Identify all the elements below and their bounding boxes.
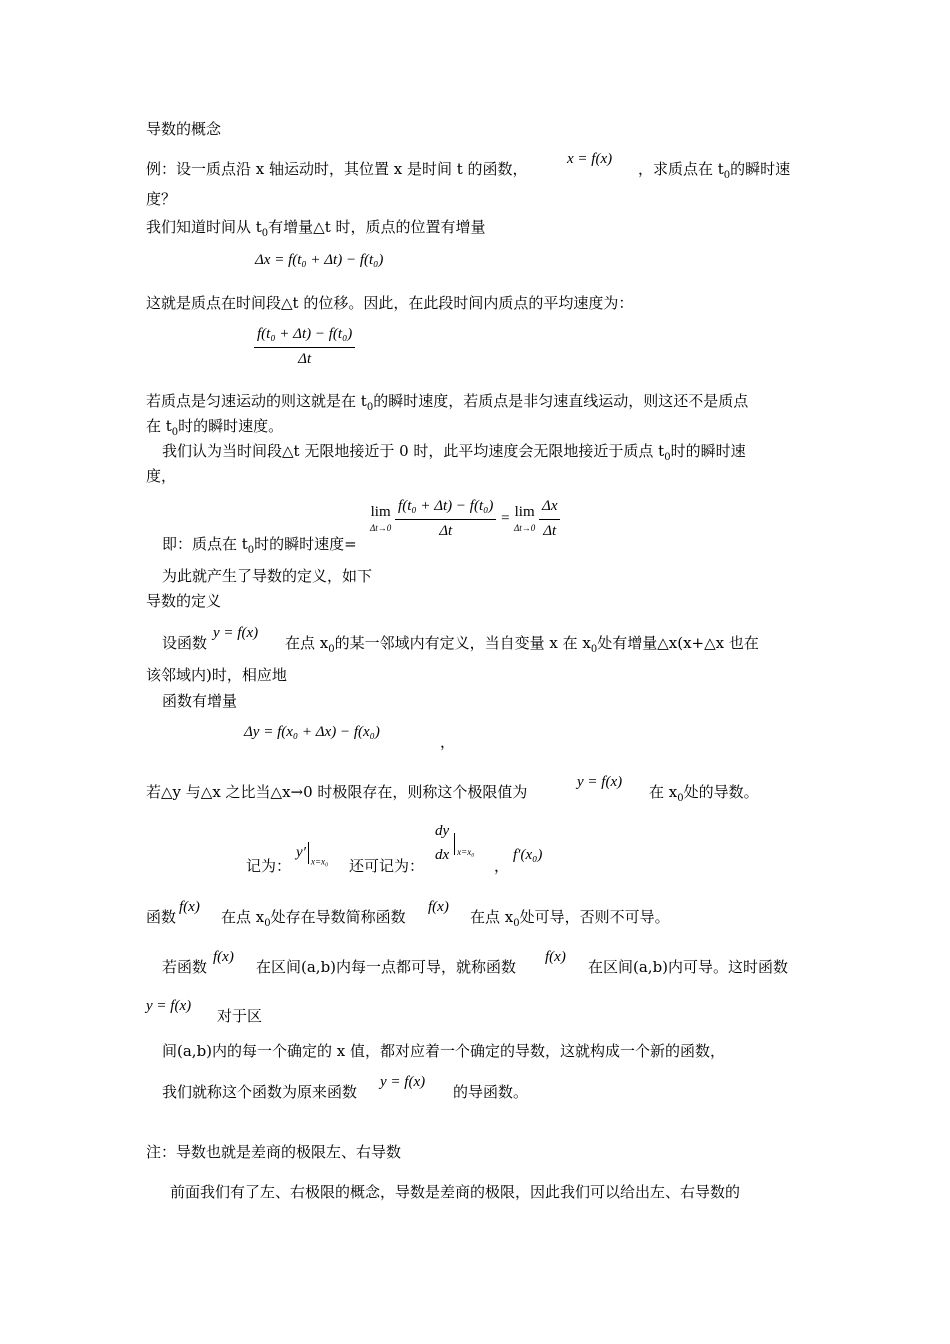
denominator: Δt xyxy=(543,522,557,539)
formula-delta-x: Δx = f(t₀ + Δt) − f(t₀) xyxy=(255,252,384,268)
formula-fx: f(x) xyxy=(213,949,234,965)
def-line-7b: 在区间(a,b)内每一点都可导，就称函数 xyxy=(256,958,517,976)
example-line-1 xyxy=(146,160,528,180)
lim-word: lim xyxy=(514,504,535,521)
text: 若质点是匀速运动的则这就是在 t xyxy=(146,392,367,410)
section-heading: 导数的定义 xyxy=(146,592,222,610)
def-line-4 xyxy=(146,783,527,803)
comma: ， xyxy=(440,733,456,751)
subscript: 0 xyxy=(366,402,374,413)
example-line-8: 度， xyxy=(146,467,177,485)
subscript: 0 xyxy=(677,793,684,804)
subscript: 0 xyxy=(723,170,731,181)
formula-average-velocity xyxy=(254,325,355,369)
equals: = xyxy=(500,510,511,527)
example-line-10: 为此就产生了导数的定义，如下 xyxy=(162,567,373,585)
subscript: 0 xyxy=(247,545,255,556)
formula-y-fx: y = f(x) xyxy=(380,1074,426,1090)
text: 例：设一质点沿 x 轴运动时，其位置 x 是时间 t 的函数， xyxy=(146,160,528,178)
fraction xyxy=(395,497,496,541)
fraction xyxy=(432,822,452,865)
text: 时的瞬时速度。 xyxy=(178,417,284,435)
comma: ， xyxy=(494,857,510,875)
def-line-10: 我们就称这个函数为原来函数 xyxy=(162,1083,358,1101)
note-line: 前面我们有了左、右极限的概念，导数是差商的极限，因此我们可以给出左、右导数的 xyxy=(170,1183,741,1201)
y-prime: y′ xyxy=(296,844,306,861)
formula-x-fx: x = f(x) xyxy=(567,151,613,167)
evaluation-subscript: x=x₀ xyxy=(457,846,475,857)
denominator: Δt xyxy=(298,350,312,367)
formula-fx: f(x) xyxy=(428,899,449,915)
def-line-5: 记为： xyxy=(246,857,292,875)
text: 在点 x xyxy=(221,908,265,926)
formula-y-fx: y = f(x) xyxy=(577,774,623,790)
example-line-6 xyxy=(146,417,283,439)
text: 处的导数。 xyxy=(683,783,759,801)
text: 处可导，否则不可导。 xyxy=(519,908,670,926)
numerator: f(t₀ + Δt) − f(t₀) xyxy=(395,497,496,520)
lim-operator xyxy=(514,503,535,534)
text: 有增量△t 时，质点的位置有增量 xyxy=(268,218,486,236)
note-heading: 注：导数也就是差商的极限左、右导数 xyxy=(146,1143,402,1161)
text: 在点 x xyxy=(470,908,514,926)
text: 即：质点在 t xyxy=(162,535,248,553)
page-title: 导数的概念 xyxy=(146,120,222,138)
text: 我们认为当时间段△t 无限地接近于 0 时，此平均速度会无限地接近于质点 t xyxy=(162,442,665,460)
def-line-2: 该邻域内)时，相应地 xyxy=(146,666,287,684)
lim-operator xyxy=(370,503,391,534)
def-line-1b xyxy=(285,634,759,656)
fraction xyxy=(254,325,355,369)
text: ，求质点在 t xyxy=(638,160,724,178)
text: 在 t xyxy=(146,417,172,435)
formula-y-prime xyxy=(296,842,328,868)
fraction xyxy=(539,497,560,541)
def-line-7c: 在区间(a,b)内可导。这时函数 xyxy=(588,958,789,976)
text: 的某一邻域内有定义，当自变量 x 在 x xyxy=(334,634,591,652)
formula-y-fx: y = f(x) xyxy=(213,625,259,641)
formula-y-fx: y = f(x) xyxy=(146,998,192,1014)
example-line-2: 度？ xyxy=(146,190,177,208)
formula-fx: f(x) xyxy=(179,899,200,915)
def-line-9: 间(a,b)内的每一个确定的 x 值，都对应着一个确定的导数，这就构成一个新的函数， xyxy=(162,1042,726,1060)
subscript: 0 xyxy=(664,452,671,463)
evaluation-subscript: x=x₀ xyxy=(310,856,329,867)
formula-fx: f(x) xyxy=(545,949,566,965)
text: 处存在导数简称函数 xyxy=(270,908,406,926)
def-line-7: 若函数 xyxy=(162,958,208,976)
text: 在 x xyxy=(649,783,678,801)
subscript: 0 xyxy=(513,918,520,929)
denominator: Δt xyxy=(439,522,453,539)
subscript: 0 xyxy=(261,228,269,239)
text: 我们知道时间从 t xyxy=(146,218,262,236)
lim-word: lim xyxy=(370,504,391,521)
evaluation-bar xyxy=(454,833,455,855)
subscript: 0 xyxy=(171,427,179,438)
example-line-7 xyxy=(162,442,746,464)
text: 在点 x xyxy=(285,634,329,652)
example-line-3 xyxy=(146,218,486,240)
def-line-6: 函数 xyxy=(146,908,177,926)
def-line-10b: 的导函数。 xyxy=(453,1083,529,1101)
subscript: 0 xyxy=(264,918,271,929)
example-line-5 xyxy=(146,392,748,414)
text: 的瞬时速度，若质点是非匀速直线运动，则这还不是质点 xyxy=(373,392,749,410)
formula-limit xyxy=(370,497,560,541)
formula-f-prime: f′(x₀) xyxy=(513,847,543,863)
evaluation-bar xyxy=(308,842,309,864)
def-line-1 xyxy=(162,634,207,654)
formula-dy-dx xyxy=(432,822,474,865)
text: 处有增量△x(x+△x 也在 xyxy=(597,634,759,652)
numerator: Δx xyxy=(539,497,560,520)
numerator: f(t₀ + Δt) − f(t₀) xyxy=(254,325,355,348)
example-line-9 xyxy=(162,535,357,557)
example-line-1b xyxy=(638,160,790,182)
example-line-4: 这就是质点在时间段△t 的位移。因此，在此段时间内质点的平均速度为： xyxy=(146,294,634,312)
lim-subscript: Δt→0 xyxy=(513,522,536,533)
def-line-3: 函数有增量 xyxy=(162,692,238,710)
text: 的瞬时速 xyxy=(730,160,791,178)
def-line-4b xyxy=(649,783,759,805)
denominator: dx xyxy=(435,846,450,863)
text: 时的瞬时速 xyxy=(670,442,746,460)
def-line-5b: 还可记为： xyxy=(349,857,425,875)
def-line-6c xyxy=(470,908,670,930)
def-line-8: 对于区 xyxy=(217,1007,263,1025)
def-line-6b xyxy=(221,908,406,930)
text: 设函数 xyxy=(162,634,208,652)
text: 若△y 与△x 之比当△x→0 时极限存在，则称这个极限值为 xyxy=(146,783,528,801)
subscript: 0 xyxy=(328,644,335,655)
formula-delta-y: Δy = f(x₀ + Δx) − f(x₀) xyxy=(244,724,380,740)
text: 时的瞬时速度= xyxy=(254,535,357,553)
lim-subscript: Δt→0 xyxy=(370,522,392,533)
subscript: 0 xyxy=(590,644,598,655)
numerator: dy xyxy=(435,823,450,839)
